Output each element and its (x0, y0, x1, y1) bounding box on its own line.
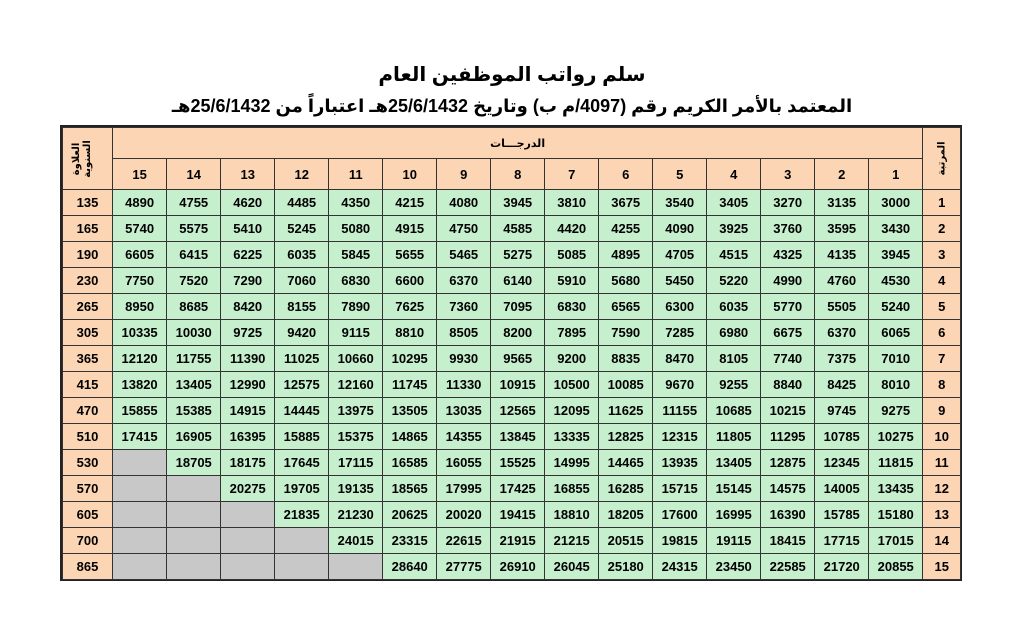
grades-header: الدرجـــات (113, 128, 923, 159)
salary-cell: 15785 (815, 502, 869, 528)
salary-cell: 18810 (545, 502, 599, 528)
salary-cell: 15525 (491, 450, 545, 476)
increment-cell: 470 (63, 398, 113, 424)
table-row (63, 216, 961, 242)
salary-cell: 20515 (599, 528, 653, 554)
rank-header: المرتبة (923, 128, 961, 190)
salary-cell: 7520 (167, 268, 221, 294)
salary-cell: 9275 (869, 398, 923, 424)
empty-cell (167, 476, 221, 502)
empty-cell (221, 554, 275, 580)
salary-cell: 20275 (221, 476, 275, 502)
empty-cell (221, 528, 275, 554)
salary-cell: 5575 (167, 216, 221, 242)
salary-cell: 14995 (545, 450, 599, 476)
salary-cell: 7590 (599, 320, 653, 346)
table-row (63, 528, 961, 554)
grade-number-cell: 14 (167, 159, 221, 190)
table-row (63, 372, 961, 398)
salary-cell: 3675 (599, 190, 653, 216)
salary-cell: 5240 (869, 294, 923, 320)
table-row (63, 268, 961, 294)
salary-cell: 6415 (167, 242, 221, 268)
rank-cell: 15 (923, 554, 961, 580)
increment-cell: 865 (63, 554, 113, 580)
salary-cell: 16995 (707, 502, 761, 528)
salary-cell: 10030 (167, 320, 221, 346)
salary-cell: 5410 (221, 216, 275, 242)
grade-number-cell: 15 (113, 159, 167, 190)
salary-cell: 12825 (599, 424, 653, 450)
empty-cell (275, 528, 329, 554)
salary-cell: 15180 (869, 502, 923, 528)
rank-cell: 10 (923, 424, 961, 450)
rank-cell: 11 (923, 450, 961, 476)
salary-cell: 17115 (329, 450, 383, 476)
salary-cell: 4530 (869, 268, 923, 294)
grade-number-cell: 12 (275, 159, 329, 190)
grade-number-cell: 3 (761, 159, 815, 190)
salary-cell: 17715 (815, 528, 869, 554)
empty-cell (167, 528, 221, 554)
salary-cell: 11025 (275, 346, 329, 372)
table-row (63, 424, 961, 450)
salary-cell: 19115 (707, 528, 761, 554)
page-title: سلم رواتب الموظفين العام (378, 64, 646, 86)
salary-cell: 5910 (545, 268, 599, 294)
rank-cell: 6 (923, 320, 961, 346)
increment-cell: 530 (63, 450, 113, 476)
increment-cell: 570 (63, 476, 113, 502)
salary-cell: 4760 (815, 268, 869, 294)
salary-cell: 3540 (653, 190, 707, 216)
salary-cell: 10275 (869, 424, 923, 450)
salary-scale-table (62, 127, 961, 580)
salary-cell: 12990 (221, 372, 275, 398)
salary-cell: 18565 (383, 476, 437, 502)
salary-cell: 7890 (329, 294, 383, 320)
salary-cell: 17645 (275, 450, 329, 476)
increment-cell: 135 (63, 190, 113, 216)
salary-cell: 13505 (383, 398, 437, 424)
salary-cell: 7290 (221, 268, 275, 294)
salary-cell: 16055 (437, 450, 491, 476)
salary-cell: 11805 (707, 424, 761, 450)
salary-cell: 13335 (545, 424, 599, 450)
salary-cell: 18705 (167, 450, 221, 476)
salary-cell: 7060 (275, 268, 329, 294)
salary-cell: 9200 (545, 346, 599, 372)
salary-cell: 4420 (545, 216, 599, 242)
salary-cell: 6035 (707, 294, 761, 320)
empty-cell (113, 476, 167, 502)
salary-cell: 5845 (329, 242, 383, 268)
salary-cell: 5680 (599, 268, 653, 294)
increment-header: العلاوة السنوية (63, 128, 113, 190)
rank-cell: 8 (923, 372, 961, 398)
salary-cell: 9255 (707, 372, 761, 398)
empty-cell (113, 554, 167, 580)
increment-cell: 165 (63, 216, 113, 242)
salary-cell: 21230 (329, 502, 383, 528)
salary-cell: 13405 (707, 450, 761, 476)
salary-cell: 11295 (761, 424, 815, 450)
salary-cell: 26045 (545, 554, 599, 580)
salary-cell: 14465 (599, 450, 653, 476)
salary-cell: 5770 (761, 294, 815, 320)
increment-cell: 305 (63, 320, 113, 346)
table-row (63, 242, 961, 268)
salary-cell: 5505 (815, 294, 869, 320)
salary-cell: 13975 (329, 398, 383, 424)
salary-cell: 6370 (437, 268, 491, 294)
salary-cell: 8840 (761, 372, 815, 398)
salary-cell: 15145 (707, 476, 761, 502)
salary-cell: 17600 (653, 502, 707, 528)
rank-cell: 12 (923, 476, 961, 502)
salary-cell: 27775 (437, 554, 491, 580)
salary-cell: 12345 (815, 450, 869, 476)
salary-cell: 14865 (383, 424, 437, 450)
salary-cell: 7010 (869, 346, 923, 372)
salary-cell: 4895 (599, 242, 653, 268)
salary-cell: 14355 (437, 424, 491, 450)
salary-cell: 7285 (653, 320, 707, 346)
salary-cell: 3270 (761, 190, 815, 216)
salary-cell: 4135 (815, 242, 869, 268)
grade-number-cell: 9 (437, 159, 491, 190)
salary-cell: 3430 (869, 216, 923, 242)
salary-cell: 4350 (329, 190, 383, 216)
empty-cell (167, 554, 221, 580)
salary-cell: 21835 (275, 502, 329, 528)
salary-cell: 9670 (653, 372, 707, 398)
salary-cell: 6605 (113, 242, 167, 268)
salary-cell: 3810 (545, 190, 599, 216)
grade-number-cell: 5 (653, 159, 707, 190)
salary-cell: 4620 (221, 190, 275, 216)
salary-cell: 11625 (599, 398, 653, 424)
salary-cell: 15385 (167, 398, 221, 424)
salary-cell: 7895 (545, 320, 599, 346)
grade-number-cell: 10 (383, 159, 437, 190)
salary-cell: 8810 (383, 320, 437, 346)
salary-cell: 11390 (221, 346, 275, 372)
salary-cell: 17995 (437, 476, 491, 502)
salary-cell: 7740 (761, 346, 815, 372)
salary-cell: 3925 (707, 216, 761, 242)
salary-cell: 28640 (383, 554, 437, 580)
salary-cell: 13405 (167, 372, 221, 398)
salary-cell: 5085 (545, 242, 599, 268)
salary-cell: 24015 (329, 528, 383, 554)
salary-table-frame (60, 125, 962, 581)
salary-cell: 7095 (491, 294, 545, 320)
salary-cell: 19705 (275, 476, 329, 502)
salary-cell: 8425 (815, 372, 869, 398)
salary-cell: 4990 (761, 268, 815, 294)
table-row (63, 346, 961, 372)
salary-cell: 12875 (761, 450, 815, 476)
grade-number-row (63, 159, 961, 190)
table-row (63, 294, 961, 320)
empty-cell (275, 554, 329, 580)
salary-cell: 4255 (599, 216, 653, 242)
salary-cell: 17415 (113, 424, 167, 450)
salary-cell: 13935 (653, 450, 707, 476)
salary-cell: 6065 (869, 320, 923, 346)
salary-cell: 4215 (383, 190, 437, 216)
salary-cell: 3760 (761, 216, 815, 242)
salary-cell: 15375 (329, 424, 383, 450)
salary-cell: 20625 (383, 502, 437, 528)
salary-cell: 4755 (167, 190, 221, 216)
salary-cell: 8200 (491, 320, 545, 346)
salary-cell: 22585 (761, 554, 815, 580)
rank-cell: 9 (923, 398, 961, 424)
salary-cell: 11745 (383, 372, 437, 398)
salary-cell: 14575 (761, 476, 815, 502)
table-row (63, 450, 961, 476)
salary-cell: 4705 (653, 242, 707, 268)
salary-cell: 5450 (653, 268, 707, 294)
rank-cell: 14 (923, 528, 961, 554)
salary-cell: 6140 (491, 268, 545, 294)
salary-cell: 19415 (491, 502, 545, 528)
salary-cell: 5740 (113, 216, 167, 242)
salary-cell: 6300 (653, 294, 707, 320)
salary-cell: 15855 (113, 398, 167, 424)
empty-cell (113, 502, 167, 528)
salary-cell: 23450 (707, 554, 761, 580)
salary-cell: 18205 (599, 502, 653, 528)
salary-cell: 9565 (491, 346, 545, 372)
salary-cell: 3945 (869, 242, 923, 268)
salary-cell: 21215 (545, 528, 599, 554)
salary-cell: 11815 (869, 450, 923, 476)
table-body (63, 190, 961, 580)
salary-cell: 25180 (599, 554, 653, 580)
salary-cell: 8105 (707, 346, 761, 372)
salary-cell: 6980 (707, 320, 761, 346)
salary-cell: 14445 (275, 398, 329, 424)
salary-cell: 6830 (545, 294, 599, 320)
salary-cell: 7750 (113, 268, 167, 294)
increment-cell: 265 (63, 294, 113, 320)
salary-cell: 21720 (815, 554, 869, 580)
empty-cell (113, 528, 167, 554)
salary-cell: 16390 (761, 502, 815, 528)
salary-cell: 4515 (707, 242, 761, 268)
salary-cell: 3595 (815, 216, 869, 242)
salary-cell: 4890 (113, 190, 167, 216)
salary-cell: 4585 (491, 216, 545, 242)
salary-cell: 9115 (329, 320, 383, 346)
rank-cell: 2 (923, 216, 961, 242)
salary-cell: 13435 (869, 476, 923, 502)
salary-cell: 20020 (437, 502, 491, 528)
salary-cell: 10915 (491, 372, 545, 398)
salary-cell: 21915 (491, 528, 545, 554)
grade-number-cell: 1 (869, 159, 923, 190)
salary-cell: 11330 (437, 372, 491, 398)
salary-cell: 10215 (761, 398, 815, 424)
salary-cell: 5220 (707, 268, 761, 294)
salary-cell: 15715 (653, 476, 707, 502)
increment-cell: 365 (63, 346, 113, 372)
salary-cell: 10685 (707, 398, 761, 424)
grades-header-row (63, 128, 961, 159)
rank-cell: 13 (923, 502, 961, 528)
rank-cell: 7 (923, 346, 961, 372)
rank-cell: 4 (923, 268, 961, 294)
grade-number-cell: 2 (815, 159, 869, 190)
salary-cell: 11155 (653, 398, 707, 424)
salary-cell: 26910 (491, 554, 545, 580)
salary-cell: 6675 (761, 320, 815, 346)
rank-cell: 5 (923, 294, 961, 320)
salary-cell: 4325 (761, 242, 815, 268)
salary-cell: 4080 (437, 190, 491, 216)
table-row (63, 398, 961, 424)
salary-cell: 6035 (275, 242, 329, 268)
increment-cell: 510 (63, 424, 113, 450)
salary-cell: 7375 (815, 346, 869, 372)
salary-cell: 3135 (815, 190, 869, 216)
salary-cell: 13035 (437, 398, 491, 424)
salary-cell: 22615 (437, 528, 491, 554)
salary-cell: 10295 (383, 346, 437, 372)
increment-cell: 190 (63, 242, 113, 268)
salary-cell: 6830 (329, 268, 383, 294)
salary-cell: 5465 (437, 242, 491, 268)
salary-cell: 5245 (275, 216, 329, 242)
table-row (63, 190, 961, 216)
salary-cell: 4090 (653, 216, 707, 242)
table-row (63, 554, 961, 580)
salary-cell: 24315 (653, 554, 707, 580)
salary-cell: 7360 (437, 294, 491, 320)
salary-cell: 3405 (707, 190, 761, 216)
salary-cell: 12160 (329, 372, 383, 398)
table-row (63, 502, 961, 528)
grade-number-cell: 4 (707, 159, 761, 190)
salary-cell: 8685 (167, 294, 221, 320)
salary-cell: 8470 (653, 346, 707, 372)
salary-cell: 10085 (599, 372, 653, 398)
salary-cell: 3000 (869, 190, 923, 216)
empty-cell (167, 502, 221, 528)
salary-cell: 8155 (275, 294, 329, 320)
salary-cell: 8950 (113, 294, 167, 320)
salary-cell: 9725 (221, 320, 275, 346)
salary-cell: 17015 (869, 528, 923, 554)
salary-cell: 16855 (545, 476, 599, 502)
salary-cell: 18415 (761, 528, 815, 554)
salary-cell: 4750 (437, 216, 491, 242)
salary-cell: 12575 (275, 372, 329, 398)
empty-cell (329, 554, 383, 580)
salary-cell: 9930 (437, 346, 491, 372)
salary-cell: 18175 (221, 450, 275, 476)
grade-number-cell: 6 (599, 159, 653, 190)
salary-cell: 10500 (545, 372, 599, 398)
salary-cell: 16585 (383, 450, 437, 476)
salary-cell: 10660 (329, 346, 383, 372)
rank-cell: 3 (923, 242, 961, 268)
salary-cell: 6225 (221, 242, 275, 268)
salary-cell: 10785 (815, 424, 869, 450)
salary-cell: 6565 (599, 294, 653, 320)
salary-cell: 12565 (491, 398, 545, 424)
salary-cell: 5080 (329, 216, 383, 242)
grade-number-cell: 13 (221, 159, 275, 190)
salary-cell: 19815 (653, 528, 707, 554)
empty-cell (113, 450, 167, 476)
salary-cell: 8835 (599, 346, 653, 372)
increment-cell: 605 (63, 502, 113, 528)
salary-cell: 7625 (383, 294, 437, 320)
grade-number-cell: 8 (491, 159, 545, 190)
table-row (63, 476, 961, 502)
salary-cell: 23315 (383, 528, 437, 554)
salary-cell: 5275 (491, 242, 545, 268)
salary-cell: 17425 (491, 476, 545, 502)
salary-cell: 8420 (221, 294, 275, 320)
salary-cell: 8010 (869, 372, 923, 398)
salary-cell: 6600 (383, 268, 437, 294)
table-row (63, 320, 961, 346)
increment-cell: 700 (63, 528, 113, 554)
salary-cell: 10335 (113, 320, 167, 346)
salary-cell: 4485 (275, 190, 329, 216)
salary-cell: 14005 (815, 476, 869, 502)
increment-cell: 230 (63, 268, 113, 294)
salary-cell: 16395 (221, 424, 275, 450)
salary-cell: 19135 (329, 476, 383, 502)
salary-cell: 16285 (599, 476, 653, 502)
salary-cell: 9745 (815, 398, 869, 424)
salary-cell: 14915 (221, 398, 275, 424)
salary-cell: 5655 (383, 242, 437, 268)
salary-cell: 3945 (491, 190, 545, 216)
salary-cell: 12095 (545, 398, 599, 424)
salary-cell: 9420 (275, 320, 329, 346)
increment-cell: 415 (63, 372, 113, 398)
grade-number-cell: 11 (329, 159, 383, 190)
empty-cell (221, 502, 275, 528)
rank-cell: 1 (923, 190, 961, 216)
salary-cell: 11755 (167, 346, 221, 372)
salary-cell: 12315 (653, 424, 707, 450)
salary-cell: 15885 (275, 424, 329, 450)
salary-cell: 4915 (383, 216, 437, 242)
page-subtitle: المعتمد بالأمر الكريم رقم (4097/م ب) وتاريخ 25/6/1432هـ اعتباراً من 25/6/1432هـ (171, 96, 853, 116)
grade-number-cell: 7 (545, 159, 599, 190)
salary-cell: 20855 (869, 554, 923, 580)
salary-cell: 12120 (113, 346, 167, 372)
salary-cell: 8505 (437, 320, 491, 346)
salary-cell: 13820 (113, 372, 167, 398)
salary-cell: 13845 (491, 424, 545, 450)
salary-cell: 6370 (815, 320, 869, 346)
salary-cell: 16905 (167, 424, 221, 450)
